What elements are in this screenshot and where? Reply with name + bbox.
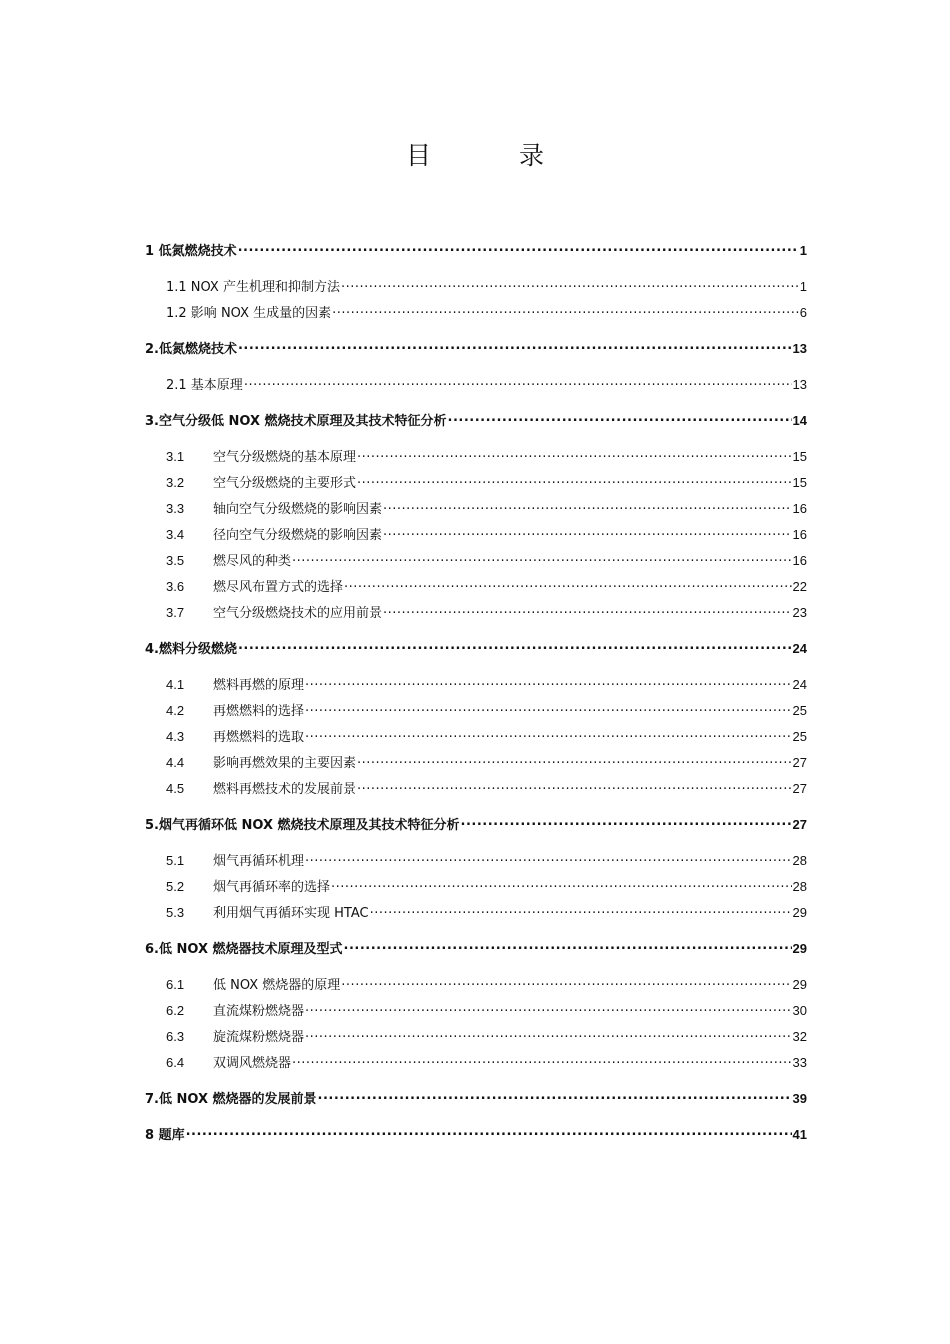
toc-dot-leader	[292, 1053, 792, 1067]
toc-section-entry[interactable]	[145, 470, 807, 496]
toc-dot-leader	[318, 1089, 792, 1103]
toc-dot-leader	[244, 375, 792, 389]
toc-chapter-entry[interactable]	[145, 238, 807, 264]
toc-dot-leader	[461, 815, 792, 829]
toc-chapter-entry[interactable]	[145, 408, 807, 434]
toc-entry-page-number: 27	[792, 781, 807, 796]
toc-entry-page-number: 41	[792, 1127, 807, 1142]
toc-entry-label: 燃尽风布置方式的选择	[213, 580, 344, 595]
toc-dot-leader	[357, 779, 792, 793]
toc-section-entry[interactable]	[145, 900, 807, 926]
toc-entry-label: 燃尽风的种类	[213, 554, 292, 569]
toc-entry-label: 5.烟气再循环低 NOX 燃烧技术原理及其技术特征分析	[145, 818, 460, 833]
toc-dot-leader	[357, 753, 792, 767]
toc-entry-number: 4.4	[166, 755, 185, 770]
toc-entry-number: 3.7	[166, 605, 185, 620]
toc-entry-number: 3.4	[166, 527, 185, 542]
toc-dot-leader	[305, 1001, 792, 1015]
toc-entry-page-number: 6	[799, 305, 807, 320]
toc-dot-leader	[238, 639, 792, 653]
toc-entry-page-number: 16	[792, 553, 807, 568]
toc-dot-leader	[305, 701, 792, 715]
toc-chapter-entry[interactable]	[145, 336, 807, 362]
toc-entry-number: 4.1	[166, 677, 185, 692]
toc-section-entry[interactable]	[145, 672, 807, 698]
toc-entry-page-number: 29	[792, 905, 807, 920]
toc-entry-label: 空气分级燃烧的基本原理	[213, 450, 357, 465]
toc-section-entry[interactable]	[145, 972, 807, 998]
toc-entry-number: 4.5	[166, 781, 185, 796]
toc-entry-label: 1 低氮燃烧技术	[145, 244, 237, 259]
toc-entry-page-number: 30	[792, 1003, 807, 1018]
toc-entry-label: 径向空气分级燃烧的影响因素	[213, 528, 383, 543]
toc-entry-page-number: 33	[792, 1055, 807, 1070]
toc-entry-label: 低 NOX 燃烧器的原理	[213, 978, 341, 993]
toc-entry-label: 利用烟气再循环实现 HTAC	[213, 906, 369, 921]
toc-entry-label: 轴向空气分级燃烧的影响因素	[213, 502, 383, 517]
toc-dot-leader	[383, 603, 792, 617]
toc-section-entry[interactable]	[145, 874, 807, 900]
toc-entry-label: 再燃燃料的选取	[213, 730, 305, 745]
toc-dot-leader	[186, 1125, 792, 1139]
toc-entry-label: 燃料再燃技术的发展前景	[213, 782, 357, 797]
toc-entry-label: 7.低 NOX 燃烧器的发展前景	[145, 1092, 317, 1107]
toc-section-entry[interactable]	[145, 848, 807, 874]
toc-entry-label: 8 题库	[145, 1128, 185, 1143]
toc-entry-label: 双调风燃烧器	[213, 1056, 292, 1071]
page-title: 目 录	[406, 141, 584, 170]
toc-section-entry[interactable]	[145, 274, 807, 300]
toc-entry-number: 3.3	[166, 501, 185, 516]
toc-entry-label: 2.低氮燃烧技术	[145, 342, 237, 357]
toc-entry-page-number: 23	[792, 605, 807, 620]
toc-chapter-entry[interactable]	[145, 936, 807, 962]
toc-entry-page-number: 15	[792, 475, 807, 490]
toc-entry-number: 6.2	[166, 1003, 185, 1018]
toc-section-entry[interactable]	[145, 776, 807, 802]
toc-section-entry[interactable]	[145, 300, 807, 326]
toc-entry-label: 燃料再燃的原理	[213, 678, 305, 693]
toc-dot-leader	[332, 303, 799, 317]
toc-chapter-entry[interactable]	[145, 1086, 807, 1112]
toc-entry-page-number: 25	[792, 729, 807, 744]
toc-dot-leader	[341, 277, 799, 291]
toc-dot-leader	[238, 241, 799, 255]
toc-entry-page-number: 22	[792, 579, 807, 594]
toc-entry-label: 6.低 NOX 燃烧器技术原理及型式	[145, 942, 343, 957]
toc-entry-page-number: 39	[792, 1091, 807, 1106]
toc-entry-number: 3.6	[166, 579, 185, 594]
toc-chapter-entry[interactable]	[145, 812, 807, 838]
toc-entry-label: 烟气再循环机理	[213, 854, 305, 869]
toc-dot-leader	[238, 339, 792, 353]
toc-entry-page-number: 13	[792, 341, 807, 356]
toc-dot-leader	[383, 499, 792, 513]
toc-section-entry[interactable]	[145, 724, 807, 750]
toc-entry-number: 4.3	[166, 729, 185, 744]
toc-dot-leader	[331, 877, 792, 891]
toc-entry-number: 4.2	[166, 703, 185, 718]
toc-entry-page-number: 13	[792, 377, 807, 392]
toc-section-entry[interactable]	[145, 548, 807, 574]
toc-entry-number: 6.4	[166, 1055, 185, 1070]
toc-entry-page-number: 27	[792, 817, 807, 832]
toc-dot-leader	[305, 1027, 792, 1041]
toc-entry-page-number: 27	[792, 755, 807, 770]
toc-dot-leader	[305, 675, 792, 689]
toc-entry-number: 6.1	[166, 977, 185, 992]
toc-entry-number: 3.5	[166, 553, 185, 568]
toc-entry-label: 旋流煤粉燃烧器	[213, 1030, 305, 1045]
toc-section-entry[interactable]	[145, 522, 807, 548]
toc-section-entry[interactable]	[145, 1024, 807, 1050]
toc-entry-number: 5.2	[166, 879, 185, 894]
toc-section-entry[interactable]	[145, 574, 807, 600]
toc-entry-page-number: 16	[792, 527, 807, 542]
toc-entry-page-number: 1	[799, 279, 807, 294]
toc-dot-leader	[344, 577, 792, 591]
toc-entry-page-number: 28	[792, 853, 807, 868]
toc-dot-leader	[305, 851, 792, 865]
toc-entry-page-number: 15	[792, 449, 807, 464]
toc-entry-page-number: 1	[799, 243, 807, 258]
toc-dot-leader	[383, 525, 792, 539]
toc-entry-page-number: 32	[792, 1029, 807, 1044]
toc-dot-leader	[370, 903, 792, 917]
toc-entry-label: 烟气再循环率的选择	[213, 880, 331, 895]
toc-dot-leader	[357, 473, 792, 487]
toc-dot-leader	[341, 975, 791, 989]
toc-chapter-entry[interactable]	[145, 636, 807, 662]
toc-entry-page-number: 29	[792, 977, 807, 992]
toc-entry-page-number: 25	[792, 703, 807, 718]
toc-section-entry[interactable]	[145, 998, 807, 1024]
toc-entry-label: 2.1 基本原理	[166, 378, 243, 393]
toc-entry-number: 3.2	[166, 475, 185, 490]
toc-entry-label: 1.2 影响 NOX 生成量的因素	[166, 306, 332, 321]
toc-dot-leader	[357, 447, 792, 461]
toc-entry-page-number: 16	[792, 501, 807, 516]
toc-entry-label: 空气分级燃烧的主要形式	[213, 476, 357, 491]
toc-section-entry[interactable]	[145, 600, 807, 626]
toc-section-entry[interactable]	[145, 444, 807, 470]
toc-entry-number: 3.1	[166, 449, 185, 464]
toc-entry-number: 5.3	[166, 905, 185, 920]
table-of-contents	[145, 238, 807, 1148]
toc-section-entry[interactable]	[145, 698, 807, 724]
toc-entry-label: 影响再燃效果的主要因素	[213, 756, 357, 771]
toc-entry-page-number: 29	[792, 941, 807, 956]
toc-entry-page-number: 14	[792, 413, 807, 428]
toc-dot-leader	[344, 939, 792, 953]
toc-entry-label: 3.空气分级低 NOX 燃烧技术原理及其技术特征分析	[145, 414, 447, 429]
toc-entry-page-number: 24	[792, 677, 807, 692]
toc-dot-leader	[292, 551, 792, 565]
toc-entry-number: 5.1	[166, 853, 185, 868]
toc-entry-label: 直流煤粉燃烧器	[213, 1004, 305, 1019]
toc-entry-page-number: 28	[792, 879, 807, 894]
toc-section-entry[interactable]	[145, 372, 807, 398]
toc-chapter-entry[interactable]	[145, 1122, 807, 1148]
toc-section-entry[interactable]	[145, 750, 807, 776]
toc-entry-label: 空气分级燃烧技术的应用前景	[213, 606, 383, 621]
toc-entry-page-number: 24	[792, 641, 807, 656]
toc-entry-number: 6.3	[166, 1029, 185, 1044]
toc-entry-label: 再燃燃料的选择	[213, 704, 305, 719]
toc-dot-leader	[448, 411, 792, 425]
toc-entry-label: 4.燃料分级燃烧	[145, 642, 237, 657]
toc-section-entry[interactable]	[145, 496, 807, 522]
toc-section-entry[interactable]	[145, 1050, 807, 1076]
toc-dot-leader	[305, 727, 792, 741]
toc-entry-label: 1.1 NOX 产生机理和抑制方法	[166, 280, 340, 295]
